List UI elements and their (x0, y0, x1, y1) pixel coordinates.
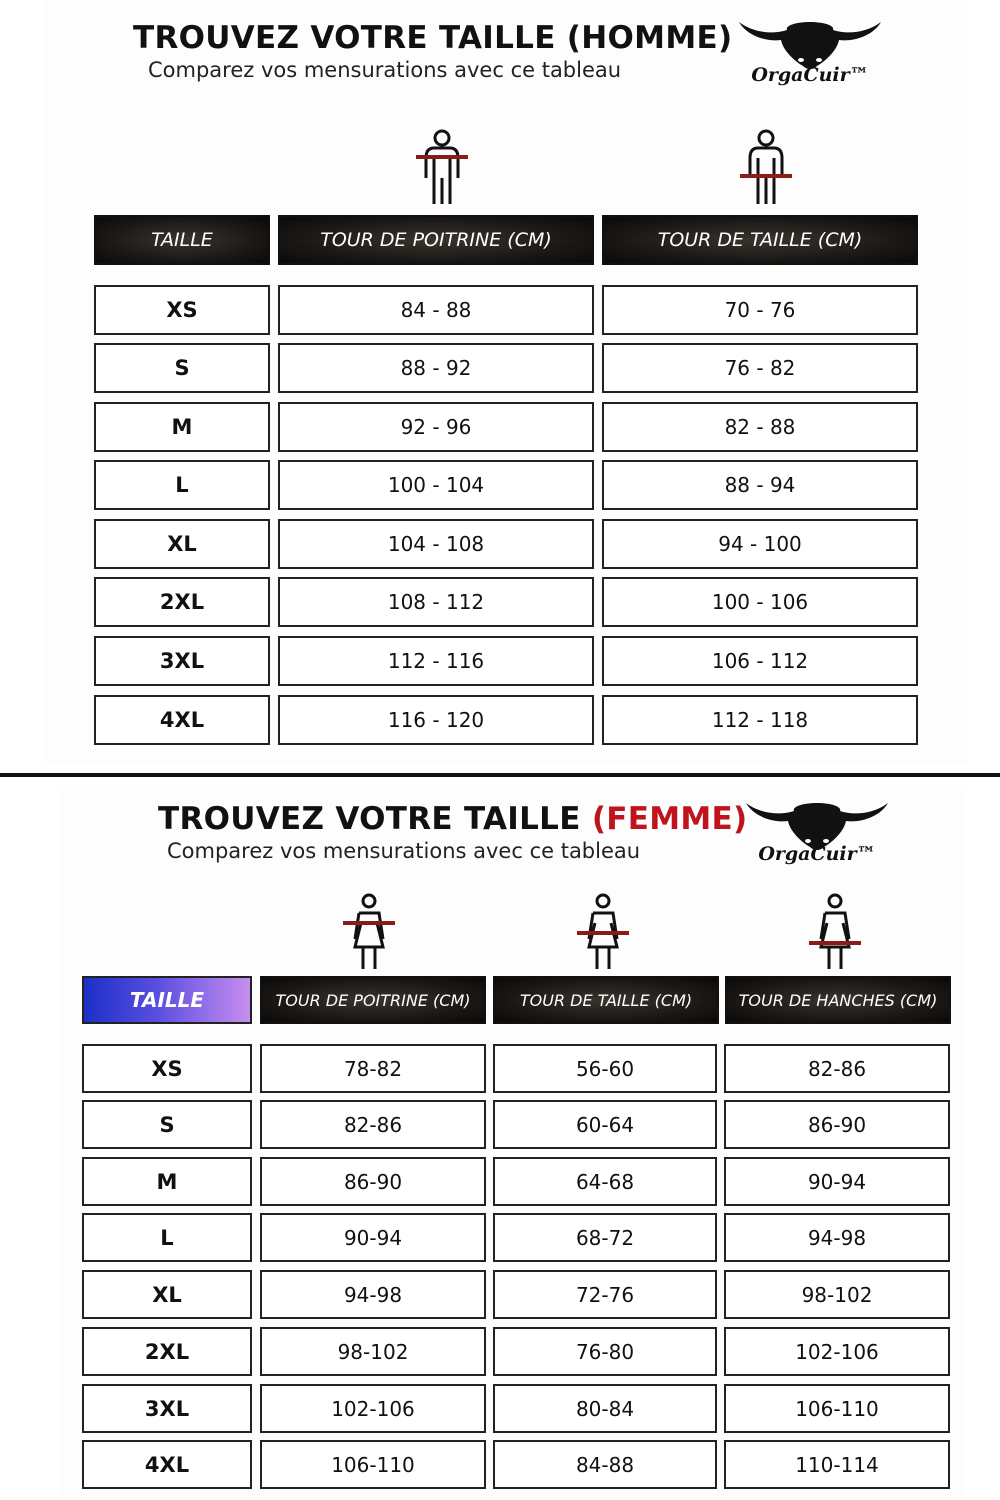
table-cell: 106 - 112 (602, 636, 918, 686)
table-cell: 100 - 106 (602, 577, 918, 627)
men-logo (735, 16, 885, 106)
table-cell: L (82, 1213, 252, 1262)
women-title (158, 801, 747, 837)
table-cell: 88 - 94 (602, 460, 918, 510)
table-cell: 112 - 118 (602, 695, 918, 745)
table-cell: 86-90 (724, 1100, 950, 1149)
table-cell: 106-110 (260, 1440, 486, 1489)
women-logo-text: OrgaCuir™ (758, 843, 876, 865)
table-cell: 84 - 88 (278, 285, 594, 335)
table-cell: 94 - 100 (602, 519, 918, 569)
table-cell: 82-86 (724, 1044, 950, 1093)
table-cell: 116 - 120 (278, 695, 594, 745)
table-cell: 104 - 108 (278, 519, 594, 569)
table-cell: 56-60 (493, 1044, 717, 1093)
table-cell: 82-86 (260, 1100, 486, 1149)
table-cell: XL (94, 519, 270, 569)
table-cell: 98-102 (724, 1270, 950, 1319)
women-header-chest: TOUR DE POITRINE (CM) (260, 976, 486, 1024)
men-title: TROUVEZ VOTRE TAILLE (HOMME) (133, 20, 733, 56)
men-header-waist: TOUR DE TAILLE (CM) (602, 215, 918, 265)
section-divider (0, 773, 1000, 777)
women-title-main: TROUVEZ VOTRE TAILLE (158, 801, 581, 837)
table-cell: 80-84 (493, 1384, 717, 1433)
table-cell: 64-68 (493, 1157, 717, 1206)
table-cell: 110-114 (724, 1440, 950, 1489)
table-cell: M (82, 1157, 252, 1206)
table-cell: XL (82, 1270, 252, 1319)
table-cell: 2XL (94, 577, 270, 627)
woman-waist-icon (573, 893, 633, 971)
table-cell: 90-94 (260, 1213, 486, 1262)
table-cell: S (82, 1100, 252, 1149)
men-subtitle: Comparez vos mensurations avec ce tableau (148, 58, 622, 82)
table-cell: 3XL (82, 1384, 252, 1433)
table-cell: M (94, 402, 270, 452)
table-cell: 3XL (94, 636, 270, 686)
table-cell: 2XL (82, 1327, 252, 1376)
men-header-chest: TOUR DE POITRINE (CM) (278, 215, 594, 265)
women-title-accent: (FEMME) (591, 801, 748, 837)
table-cell: 98-102 (260, 1327, 486, 1376)
women-header-hips: TOUR DE HANCHES (CM) (725, 976, 951, 1024)
table-cell: 4XL (82, 1440, 252, 1489)
table-cell: 112 - 116 (278, 636, 594, 686)
table-cell: 108 - 112 (278, 577, 594, 627)
table-cell: 90-94 (724, 1157, 950, 1206)
table-cell: 88 - 92 (278, 343, 594, 393)
table-cell: 102-106 (724, 1327, 950, 1376)
table-cell: 92 - 96 (278, 402, 594, 452)
man-waist-icon (736, 128, 796, 208)
table-cell: 106-110 (724, 1384, 950, 1433)
table-cell: 70 - 76 (602, 285, 918, 335)
table-cell: 94-98 (724, 1213, 950, 1262)
table-cell: 72-76 (493, 1270, 717, 1319)
women-header-waist: TOUR DE TAILLE (CM) (493, 976, 719, 1024)
table-cell: XS (94, 285, 270, 335)
man-chest-icon (412, 128, 472, 208)
woman-chest-icon (339, 893, 399, 971)
table-cell: 4XL (94, 695, 270, 745)
table-cell: L (94, 460, 270, 510)
table-cell: 82 - 88 (602, 402, 918, 452)
women-subtitle: Comparez vos mensurations avec ce tableau (167, 839, 641, 863)
table-cell: XS (82, 1044, 252, 1093)
women-header-size: TAILLE (82, 976, 252, 1024)
table-cell: 94-98 (260, 1270, 486, 1319)
men-header-size: TAILLE (94, 215, 270, 265)
table-cell: 102-106 (260, 1384, 486, 1433)
table-cell: 86-90 (260, 1157, 486, 1206)
table-cell: 60-64 (493, 1100, 717, 1149)
table-cell: 76 - 82 (602, 343, 918, 393)
table-cell: 78-82 (260, 1044, 486, 1093)
table-cell: 100 - 104 (278, 460, 594, 510)
men-logo-text: OrgaCuir™ (751, 64, 869, 86)
table-cell: S (94, 343, 270, 393)
woman-hips-icon (805, 893, 865, 971)
table-cell: 68-72 (493, 1213, 717, 1262)
table-cell: 76-80 (493, 1327, 717, 1376)
women-logo (742, 797, 892, 887)
table-cell: 84-88 (493, 1440, 717, 1489)
